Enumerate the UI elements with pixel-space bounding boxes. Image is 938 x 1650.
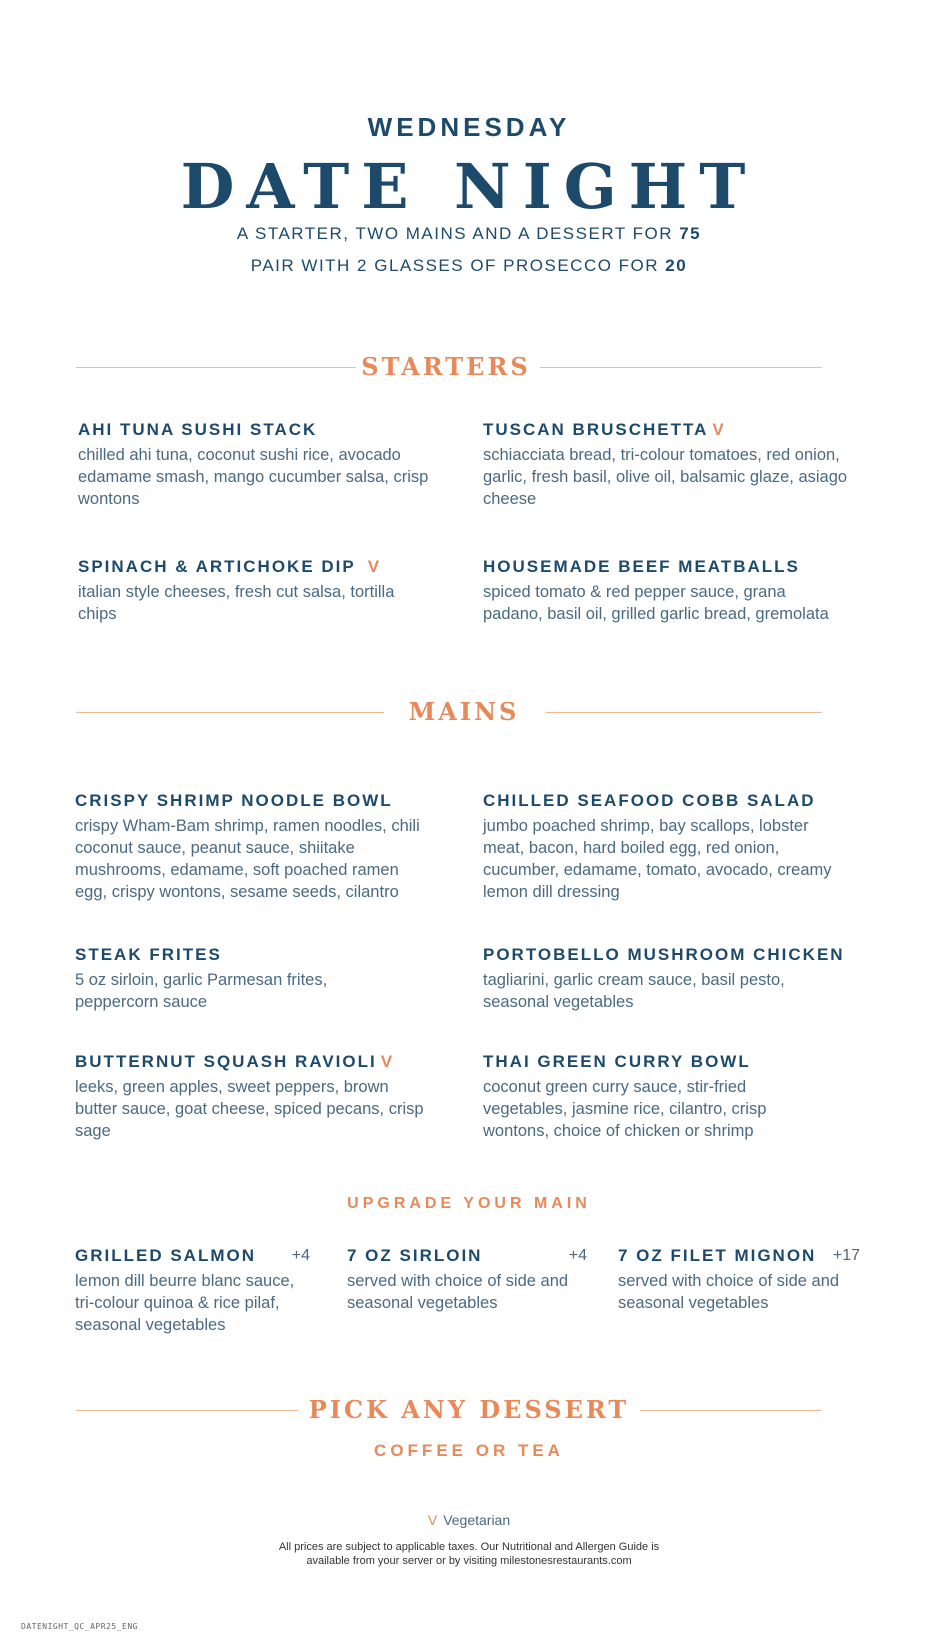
item-description: schiacciata bread, tri-colour tomatoes, red onion, garlic, fresh basil, olive oil, balsamic glaze, asiago cheese — [483, 446, 848, 508]
menu-item — [483, 417, 853, 510]
item-price: +17 — [832, 1247, 860, 1264]
item-description: coconut green curry sauce, stir-fried vegetables, jasmine rice, cilantro, crisp wontons, choice of chicken or shrimp — [483, 1078, 767, 1140]
divider-left — [76, 712, 384, 713]
item-description: crispy Wham-Bam shrimp, ramen noodles, chili coconut sauce, peanut sauce, shiitake mushrooms, edamame, soft poached ramen egg, crispy wontons, sesame seeds, cilantro — [75, 817, 420, 901]
offer-line-1-price: 75 — [679, 224, 702, 243]
starters-section-header — [0, 352, 938, 382]
offer-line-1 — [0, 224, 938, 244]
item-description: jumbo poached shrimp, bay scallops, lobster meat, bacon, hard boiled egg, red onion, cucumber, edamame, tomato, avocado, creamy lemon dill dressing — [483, 817, 832, 901]
menu-item — [78, 554, 448, 625]
item-description: 5 oz sirloin, garlic Parmesan frites, peppercorn sauce — [75, 971, 328, 1011]
menu-item — [75, 1049, 435, 1142]
document-code: DATENIGHT_QC_APR25_ENG — [21, 1622, 138, 1631]
starters-title: STARTERS — [361, 352, 531, 381]
header-kicker: WEDNESDAY — [367, 112, 571, 142]
dessert-section-header — [0, 1395, 938, 1425]
divider-right — [640, 1410, 822, 1411]
item-name: TUSCAN BRUSCHETTA V — [483, 420, 726, 439]
offer-line-2 — [0, 256, 938, 276]
vegetarian-marker: V — [380, 1052, 395, 1071]
item-name: CHILLED SEAFOOD COBB SALAD — [483, 791, 816, 810]
item-price: +4 — [291, 1247, 310, 1264]
offer-line-2-text: PAIR WITH 2 GLASSES OF PROSECCO FOR — [250, 256, 660, 275]
mains-title: MAINS — [408, 697, 520, 726]
divider-left — [76, 367, 356, 368]
mains-section-header — [0, 697, 938, 727]
fine-print-line-1: All prices are subject to applicable taxes. Our Nutritional and Allergen Guide is — [278, 1541, 660, 1553]
menu-item — [75, 942, 435, 1013]
item-description: leeks, green apples, sweet peppers, brown butter sauce, goat cheese, spiced pecans, crisp sage — [75, 1078, 424, 1140]
item-description: chilled ahi tuna, coconut sushi rice, avocado edamame smash, mango cucumber salsa, crisp wontons — [78, 446, 429, 508]
item-name: CRISPY SHRIMP NOODLE BOWL — [75, 791, 393, 810]
item-name: THAI GREEN CURRY BOWL — [483, 1052, 751, 1071]
item-name: HOUSEMADE BEEF MEATBALLS — [483, 557, 800, 576]
item-description: lemon dill beurre blanc sauce, tri-colour quinoa & rice pilaf, seasonal vegetables — [75, 1272, 295, 1334]
item-price: +4 — [568, 1247, 587, 1264]
menu-item — [483, 1049, 823, 1142]
legend — [0, 1512, 938, 1528]
offer-line-1-text: A STARTER, TWO MAINS AND A DESSERT FOR — [236, 224, 673, 243]
item-description: served with choice of side and seasonal vegetables — [618, 1272, 840, 1312]
item-name: GRILLED SALMON — [75, 1246, 256, 1265]
item-name: 7 OZ FILET MIGNON — [618, 1246, 817, 1265]
upgrade-item — [347, 1243, 587, 1314]
item-description: spiced tomato & red pepper sauce, grana padano, basil oil, grilled garlic bread, gremolata — [483, 583, 829, 623]
item-description: tagliarini, garlic cream sauce, basil pesto, seasonal vegetables — [483, 971, 785, 1011]
item-name: PORTOBELLO MUSHROOM CHICKEN — [483, 945, 845, 964]
upgrade-item — [618, 1243, 860, 1314]
vegetarian-marker: V — [367, 557, 382, 576]
item-name: STEAK FRITES — [75, 945, 222, 964]
fine-print-line-2: available from your server or by visiting milestonesrestaurants.com — [306, 1555, 632, 1567]
upgrade-item — [75, 1243, 310, 1336]
menu-item — [75, 788, 435, 903]
dessert-title: PICK ANY DESSERT — [308, 1395, 630, 1424]
divider-right — [546, 712, 822, 713]
item-name: 7 OZ SIRLOIN — [347, 1246, 483, 1265]
vegetarian-marker: V — [712, 420, 726, 439]
divider-left — [76, 1410, 298, 1411]
menu-item — [78, 417, 448, 510]
dessert-subtitle: COFFEE OR TEA — [374, 1441, 564, 1460]
item-name: BUTTERNUT SQUASH RAVIOLI V — [75, 1052, 395, 1071]
menu-item — [483, 942, 853, 1013]
menu-item — [483, 554, 853, 625]
menu-item — [483, 788, 853, 903]
vegetarian-legend-label: Vegetarian — [443, 1512, 511, 1528]
item-name: AHI TUNA SUSHI STACK — [78, 420, 318, 439]
vegetarian-legend-symbol: V — [427, 1512, 438, 1528]
divider-right — [540, 367, 822, 368]
item-description: served with choice of side and seasonal vegetables — [347, 1272, 569, 1312]
offer-line-2-price: 20 — [665, 256, 688, 275]
page-title: DATE NIGHT — [180, 150, 758, 223]
item-description: italian style cheeses, fresh cut salsa, tortilla chips — [78, 583, 395, 623]
upgrade-title: UPGRADE YOUR MAIN — [347, 1195, 591, 1212]
item-name: SPINACH & ARTICHOKE DIP V — [78, 557, 382, 576]
